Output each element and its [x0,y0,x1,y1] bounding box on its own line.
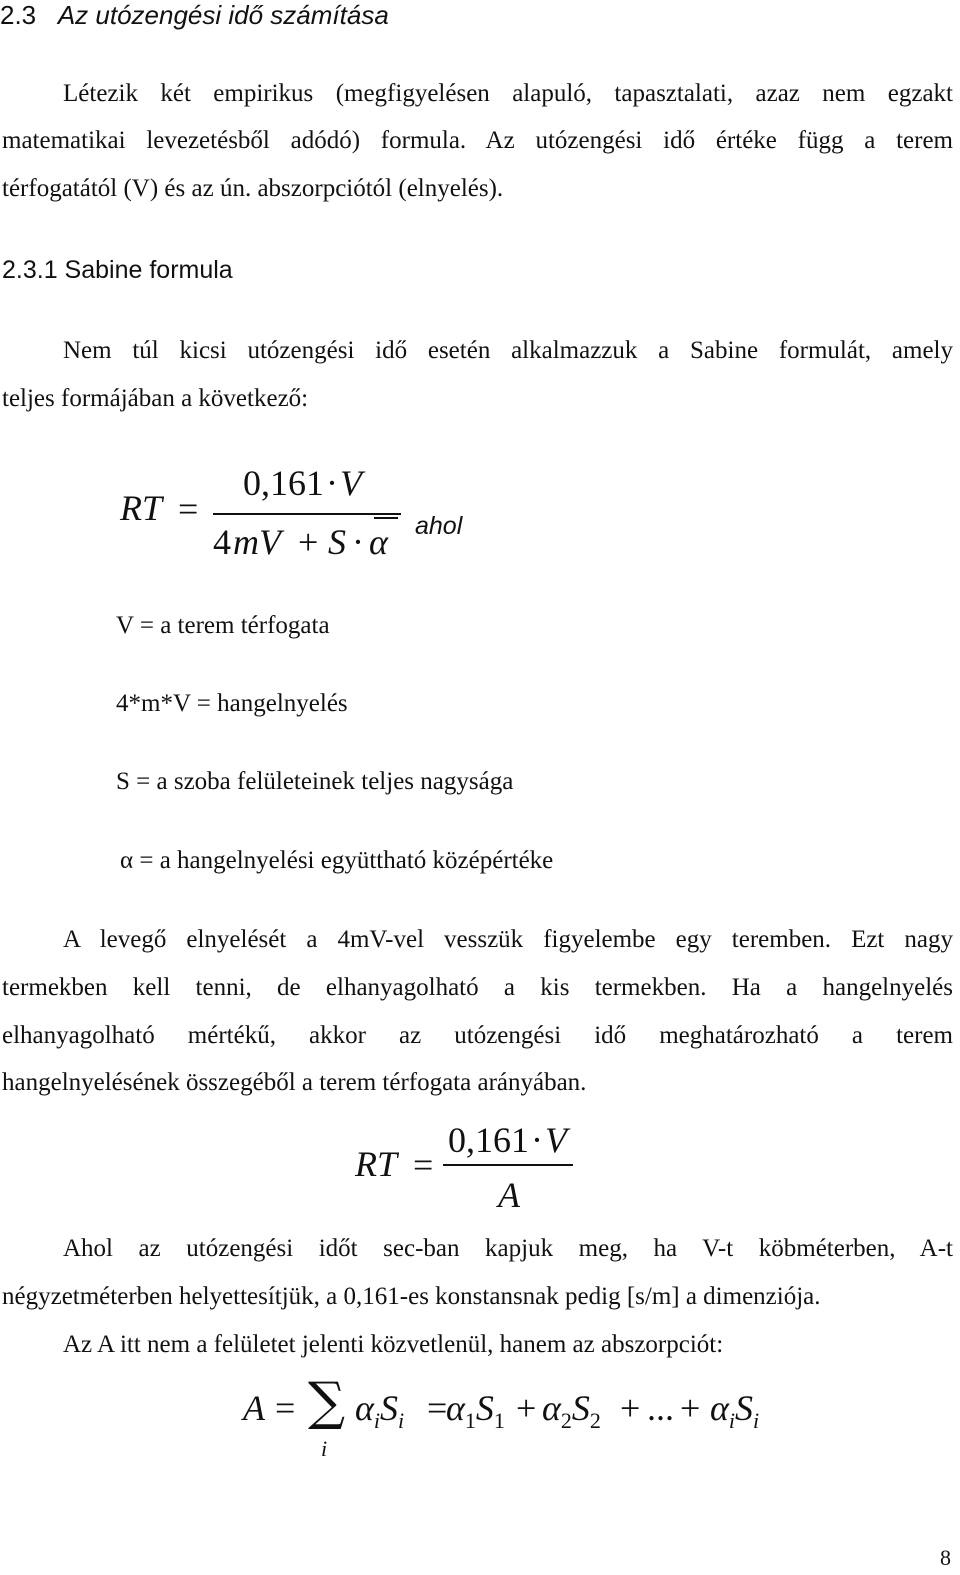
formula1-denominator-mv: mV [233,522,281,562]
formula3-plus-3: + [680,1388,701,1428]
intro-line-2: matematikai levezetésből adódó) formula. Az utózengési idő értéke függ a terem [2,127,953,154]
formula3-term-1: $\alpha_1S_1$ [446,1388,505,1433]
section-title: Az utózengési idő számítása [57,0,389,30]
paragraph2-line-3: elhanyagolható mértékű, akkor az utózengési idő meghatározható a terem [2,1022,953,1049]
formula3-lhs: A [243,1388,265,1428]
section-number: 2.3 [0,0,37,30]
sabine-intro-line-2: teljes formájában a következő: [2,385,309,412]
formula1-lhs: RT [120,488,163,528]
formula1-denominator-plus: + [298,522,319,562]
definition-surface: S = a szoba felületeinek teljes nagysága [116,768,514,795]
formula2-numerator-dot: · [531,1120,543,1160]
formula1-equals: = [178,489,199,529]
paragraph2-line-1: A levegő elnyelését a 4mV-vel vesszük figyelembe egy teremben. Ezt nagy [63,926,953,953]
page-number: 8 [940,1545,951,1570]
formula2-equals: = [413,1145,434,1185]
paragraph4: Az A itt nem a felületet jelenti közvetlenül, hanem az abszorpciót: [63,1331,724,1358]
formula1-numerator-constant: 0,161 [243,463,324,503]
formula3-plus-2: + [620,1388,641,1428]
formula1-fraction-bar [213,513,401,515]
formula3-equals: = [275,1388,296,1428]
formula3-plus-1: + [516,1388,537,1428]
formula2-lhs: RT [355,1144,398,1184]
formula1-denominator-dot: · [352,522,364,562]
formula2-numerator-constant: 0,161 [448,1120,529,1160]
formula1-alpha-bar [374,517,398,519]
section-heading [0,0,389,31]
sabine-intro-line-1: Nem túl kicsi utózengési idő esetén alkalmazzuk a Sabine formulát, amely [63,337,953,364]
formula2-fraction-bar [443,1164,573,1166]
intro-line-3: térfogatától (V) és az ún. abszorpciótól (elnyelés). [2,175,504,202]
definition-alpha: α = a hangelnyelési együttható középértéke [120,847,554,874]
formula3-term-general: $\alpha_iS_i$ [355,1388,405,1433]
formula2-denominator-absorption: A [498,1175,520,1215]
definition-volume: V = a terem térfogata [116,612,330,639]
paragraph2-line-4: hangelnyelésének összegéből a terem térfogata arányában. [2,1069,587,1096]
formula3-sum-index: i [321,1436,328,1461]
formula1-ahol: ahol [415,512,463,540]
definition-absorption: 4*m*V = hangelnyelés [116,690,348,717]
subsection-heading: 2.3.1 Sabine formula [2,256,233,284]
formula3-term-i: $\alpha_iS_i$ [710,1388,760,1433]
formula1-denominator-surface: S [328,522,346,562]
formula1-denominator-4: 4 [213,522,231,562]
intro-line-1: Létezik két empirikus (megfigyelésen alapuló, tapasztalati, azaz nem egzakt [63,80,953,107]
formula3-sum-sign: ∑ [308,1372,346,1432]
paragraph3-line-1: Ahol az utózengési időt sec-ban kapjuk meg, ha V-t köbméterben, A-t [63,1235,953,1262]
formula3-term-2: $\alpha_2S_2$ [542,1388,601,1433]
formula3-ellipsis: ... [647,1388,674,1428]
formula1-numerator-volume: V [340,463,362,503]
formula2-numerator-volume: V [545,1120,567,1160]
formula3-equals-2: = [427,1388,448,1428]
paragraph2-line-2: termekben kell tenni, de elhanyagolható a kis termekben. Ha a hangelnyelés [2,974,953,1001]
formula1-numerator-dot: · [326,463,338,503]
paragraph3-line-2: négyzetméterben helyettesítjük, a 0,161-es konstansnak pedig [s/m] a dimenziója. [2,1283,821,1310]
formula1-denominator-alpha: α [369,522,388,562]
